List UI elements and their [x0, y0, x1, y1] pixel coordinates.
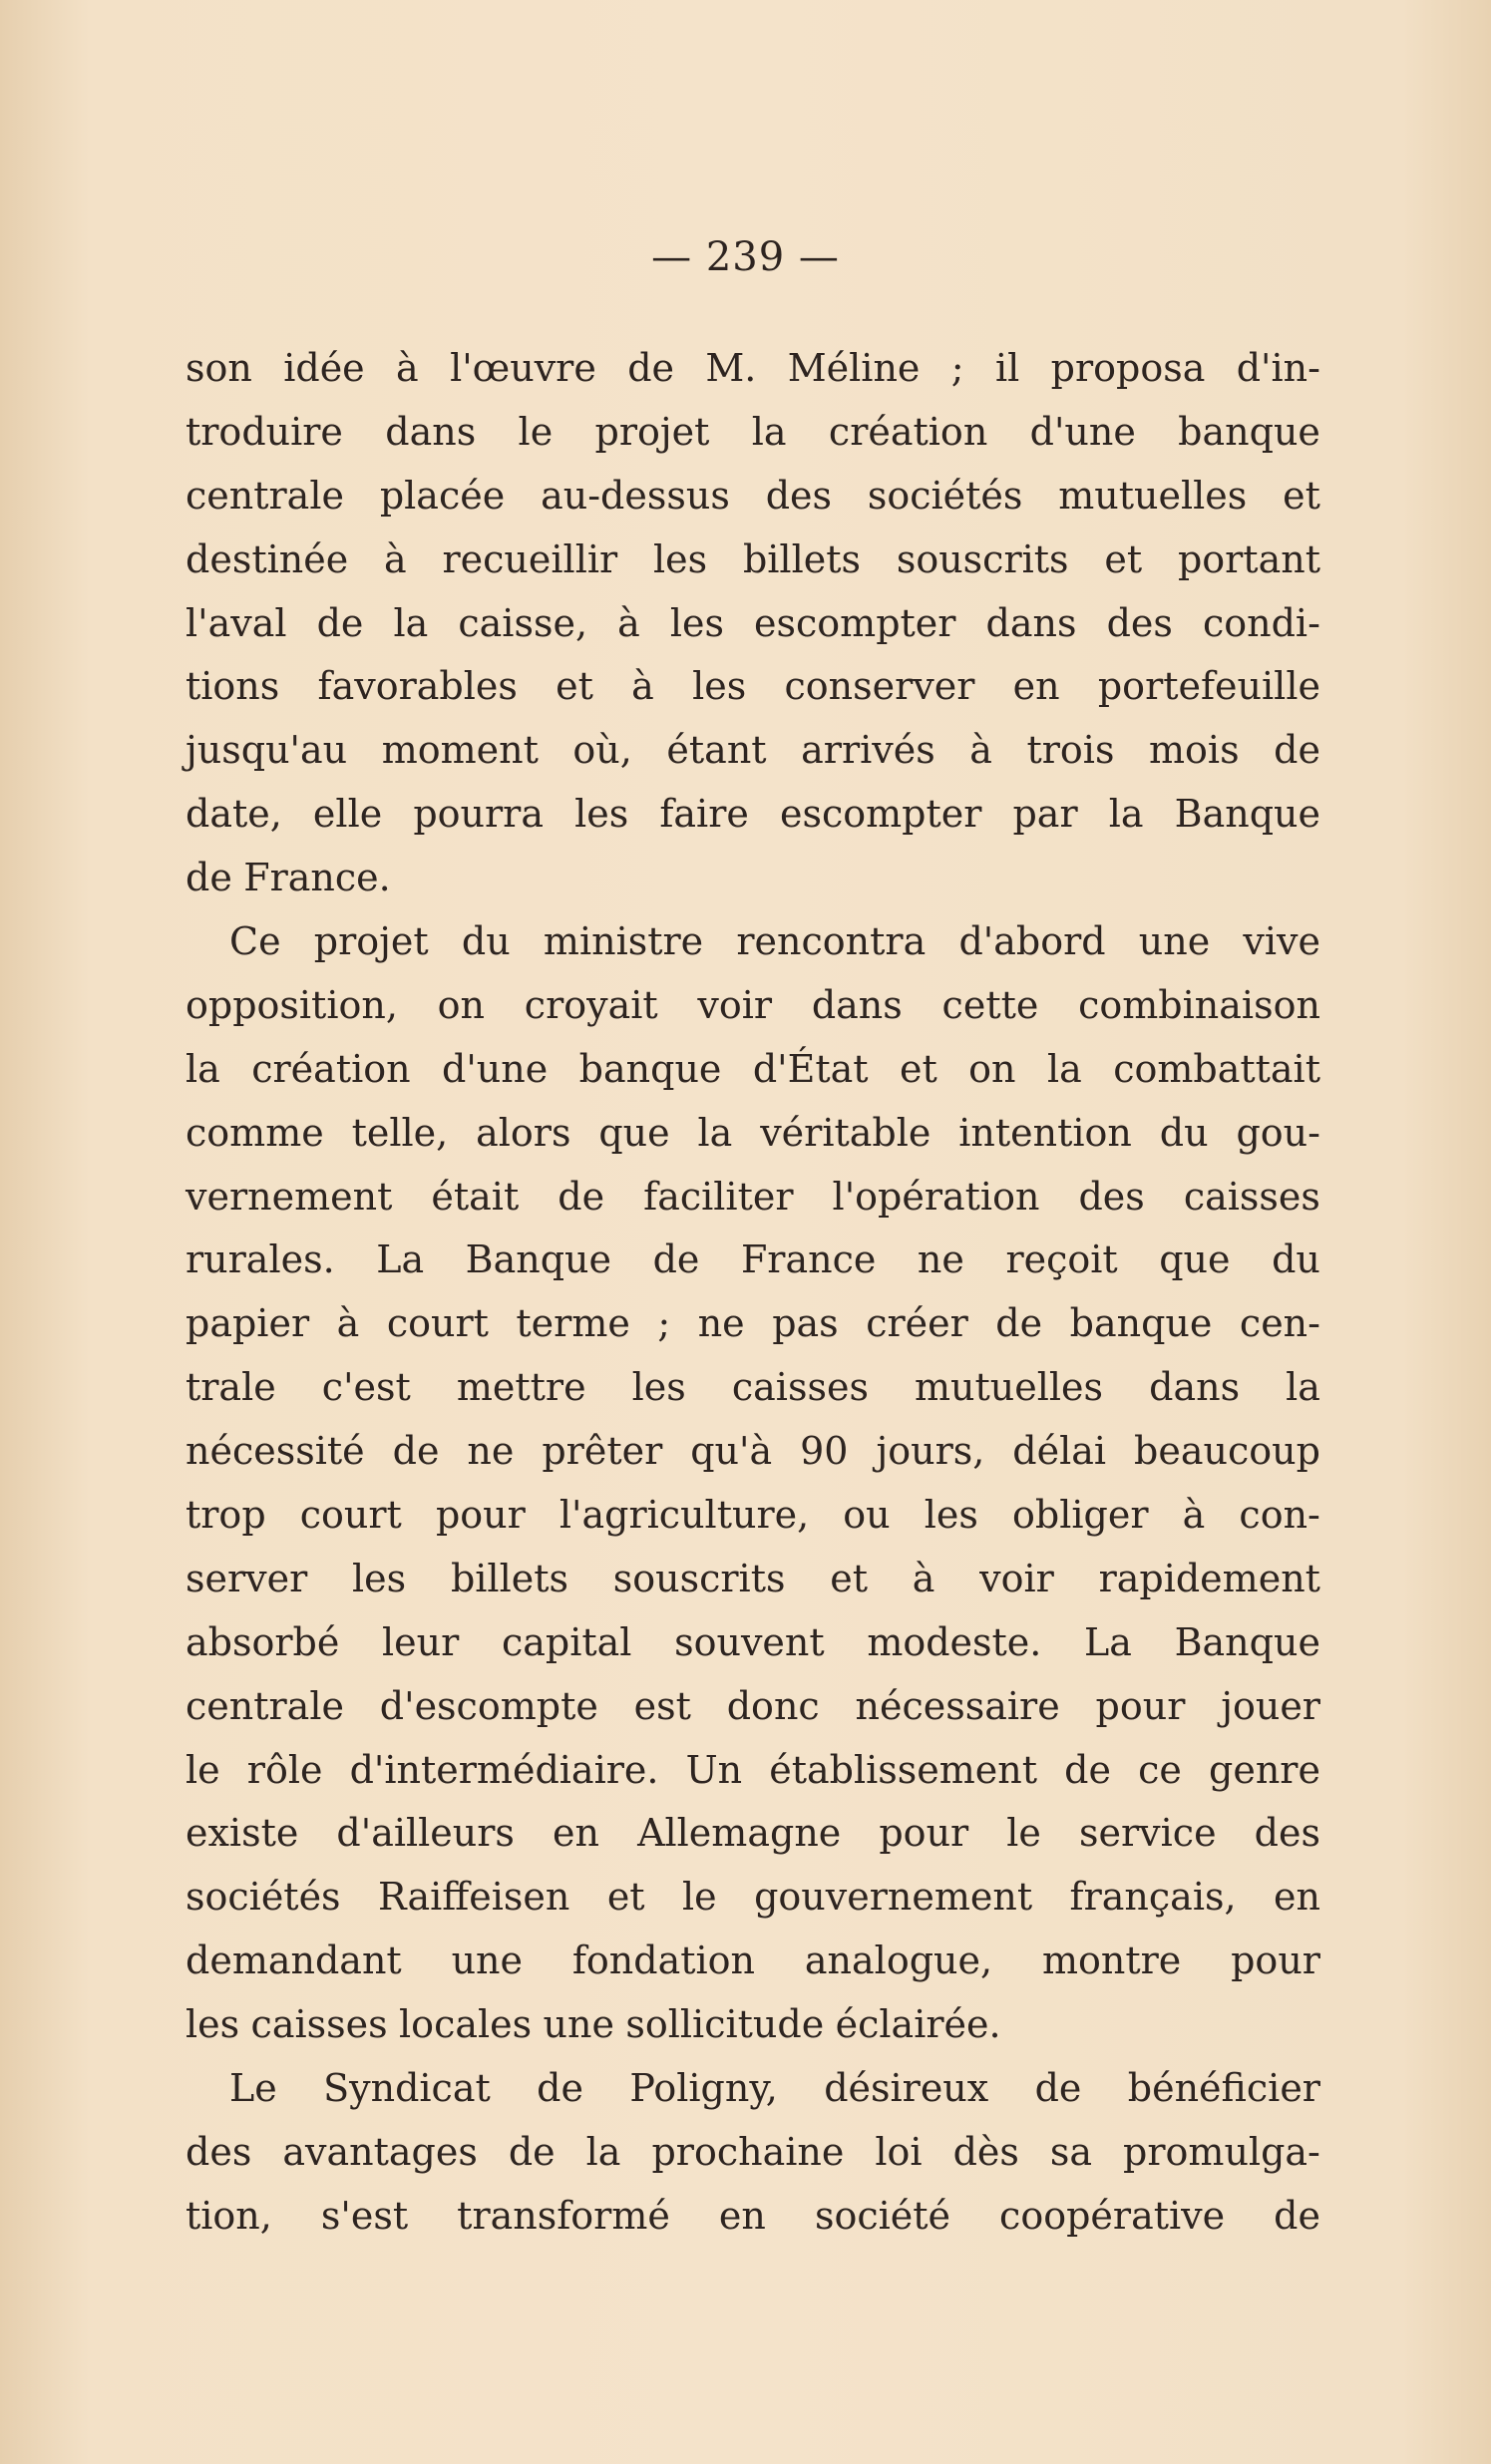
word: reçoit [1005, 1237, 1118, 1282]
text-line [186, 1802, 1320, 1866]
word: portefeuille [1097, 664, 1320, 709]
word: la [751, 409, 787, 454]
word: sociétés [867, 473, 1023, 518]
word: jusqu'au [186, 728, 348, 773]
word: placée [379, 473, 506, 518]
text-line [186, 1356, 1320, 1420]
word: analogue, [804, 1938, 993, 1983]
word: d'in- [1236, 346, 1320, 390]
word: à [384, 536, 407, 581]
word: idée [283, 346, 365, 390]
word: loi [875, 2129, 923, 2174]
word: était [431, 1174, 520, 1219]
word: Ce [229, 919, 281, 964]
word: modeste. [867, 1619, 1042, 1664]
word: combattait [1113, 1046, 1320, 1091]
word: par [1012, 792, 1078, 837]
word: Allemagne [637, 1811, 842, 1856]
word: projet [594, 409, 710, 454]
word: créer [866, 1301, 968, 1346]
word: voir [697, 982, 773, 1027]
body-text [186, 337, 1320, 2249]
word: désireux [824, 2066, 989, 2111]
text-line [186, 528, 1320, 592]
word: d'intermédiaire. [349, 1747, 659, 1792]
word: troduire [186, 409, 343, 454]
word: création [828, 409, 988, 454]
word: M. [705, 346, 757, 390]
word: demandant [186, 1938, 402, 1983]
word: caisses [250, 2002, 388, 2047]
word: caisses [1183, 1174, 1320, 1219]
word: La [376, 1237, 425, 1282]
text-line [186, 1038, 1320, 1102]
text-line [186, 2185, 1320, 2249]
word: on [968, 1046, 1016, 1091]
word: dans [1149, 1365, 1241, 1410]
word: mutuelles [1058, 473, 1248, 518]
word: coopérative [999, 2193, 1226, 2238]
word: jouer [1221, 1683, 1320, 1728]
word: des [1254, 1811, 1320, 1856]
word: billets [450, 1556, 568, 1600]
word: sollicitude [625, 2002, 825, 2047]
text-line [186, 847, 1320, 910]
word: en [718, 2193, 766, 2238]
word: à [396, 346, 419, 390]
word: d'État [752, 1046, 869, 1091]
word: de [392, 1429, 440, 1474]
word: mettre [456, 1365, 586, 1410]
word: voir [979, 1556, 1054, 1600]
word: terme [516, 1301, 630, 1346]
word: comme [186, 1110, 324, 1155]
word: et [556, 664, 593, 709]
word: d'une [1029, 409, 1136, 454]
word: de [537, 2066, 583, 2111]
word: France [740, 1237, 877, 1282]
word: con- [1239, 1493, 1320, 1538]
word: Banque [1174, 1619, 1320, 1664]
word: il [994, 346, 1020, 390]
word: son [186, 346, 252, 390]
word: proposa [1050, 346, 1206, 390]
word: dans [811, 982, 903, 1027]
word: à [617, 600, 640, 645]
word: trois [1026, 728, 1115, 773]
word: souscrits [612, 1556, 786, 1600]
word: véritable [760, 1110, 932, 1155]
word: de [1274, 2193, 1320, 2238]
word: à [631, 664, 654, 709]
word: l'opération [832, 1174, 1040, 1219]
text-line [186, 1484, 1320, 1548]
word: condi- [1202, 600, 1320, 645]
word: combinaison [1078, 982, 1320, 1027]
word: avantages [282, 2129, 478, 2174]
word: date, [186, 792, 282, 837]
word: c'est [321, 1365, 411, 1410]
word: une [1138, 919, 1211, 964]
word: la [1046, 1046, 1082, 1091]
word: de [995, 1301, 1043, 1346]
word: server [186, 1556, 308, 1600]
word: et [830, 1556, 868, 1600]
text-line [186, 1548, 1320, 1611]
word: à [969, 728, 992, 773]
word: tions [186, 664, 280, 709]
word: l'aval [186, 600, 287, 645]
word: portant [1177, 536, 1320, 581]
text-line [186, 1611, 1320, 1675]
word: la [1286, 1365, 1320, 1410]
word: d'abord [958, 919, 1106, 964]
word: l'agriculture, [559, 1493, 810, 1538]
word: d'escompte [379, 1683, 598, 1728]
word: Syndicat [323, 2066, 491, 2111]
word: billets [742, 536, 861, 581]
paragraph-start-line [186, 2057, 1320, 2121]
word: la [585, 2129, 621, 2174]
word: banque [1178, 409, 1320, 454]
word: pour [1231, 1938, 1320, 1983]
word: montre [1041, 1938, 1182, 1983]
paragraph-start-line [186, 910, 1320, 974]
word: Le [229, 2066, 277, 2111]
word: à [1182, 1493, 1206, 1538]
word: et [899, 1046, 937, 1091]
word: on [437, 982, 486, 1027]
word: Banque [1174, 792, 1320, 837]
word: où, [572, 728, 632, 773]
word: 90 [800, 1429, 849, 1474]
word: pour [1095, 1683, 1186, 1728]
word: service [1079, 1811, 1217, 1856]
word: de [558, 1174, 605, 1219]
word: ce [1138, 1747, 1182, 1792]
word: la [1108, 792, 1144, 837]
word: ne [697, 1301, 745, 1346]
word: le [682, 1875, 717, 1920]
text-line [186, 974, 1320, 1038]
word: vive [1243, 919, 1320, 964]
text-line [186, 719, 1320, 783]
word: rurales. [186, 1237, 335, 1282]
word: les [631, 1365, 686, 1410]
word: à [912, 1556, 935, 1600]
word: les [186, 2002, 240, 2047]
word: recueillir [442, 536, 618, 581]
word: intention [958, 1110, 1132, 1155]
word: France. [243, 856, 391, 900]
word: et [606, 1875, 645, 1920]
word: en [553, 1811, 599, 1856]
word: le [518, 409, 554, 454]
word: rapidement [1098, 1556, 1320, 1600]
text-line [186, 1993, 1320, 2057]
word: alors [476, 1110, 571, 1155]
word: établissement [769, 1747, 1038, 1792]
word: caisse, [458, 600, 588, 645]
word: leur [382, 1619, 460, 1664]
word: beaucoup [1134, 1429, 1320, 1474]
word: banque [1069, 1301, 1213, 1346]
word: mois [1149, 728, 1240, 773]
word: moment [381, 728, 539, 773]
word: pour [435, 1493, 526, 1538]
word: pas [772, 1301, 839, 1346]
word: les [669, 600, 724, 645]
word: dans [985, 600, 1077, 645]
text-line [186, 1930, 1320, 1993]
text-line [186, 1866, 1320, 1930]
word: transformé [457, 2193, 670, 2238]
word: ; [950, 346, 964, 390]
word: une [451, 1938, 523, 1983]
word: genre [1209, 1747, 1320, 1792]
word: fondation [571, 1938, 756, 1983]
text-line [186, 1229, 1320, 1292]
word: court [299, 1493, 402, 1538]
word: s'est [320, 2193, 409, 2238]
word: du [1272, 1237, 1320, 1282]
word: sa [1049, 2129, 1093, 2174]
word: ministre [543, 919, 704, 964]
word: et [1104, 536, 1143, 581]
word: gouvernement [754, 1875, 1033, 1920]
word: sociétés [186, 1875, 341, 1920]
word: de [1064, 1747, 1111, 1792]
word: les [574, 792, 629, 837]
word: des [186, 2129, 252, 2174]
word: à [336, 1301, 360, 1346]
word: croyait [524, 982, 658, 1027]
word: du [461, 919, 511, 964]
word: centrale [186, 1683, 344, 1728]
word: papier [186, 1301, 310, 1346]
word: telle, [351, 1110, 449, 1155]
word: court [386, 1301, 489, 1346]
word: les [924, 1493, 978, 1538]
text-line [186, 1675, 1320, 1739]
word: de [316, 600, 364, 645]
word: de [652, 1237, 700, 1282]
word: vernement [186, 1174, 393, 1219]
word: de [1274, 728, 1320, 773]
word: gou- [1236, 1110, 1320, 1155]
page-number: — 239 — [651, 234, 840, 280]
word: ou [843, 1493, 891, 1538]
word: pourra [413, 792, 544, 837]
word: nécessaire [855, 1683, 1060, 1728]
word: capital [501, 1619, 632, 1664]
word: délai [1012, 1429, 1107, 1474]
word: dès [952, 2129, 1019, 2174]
word: prochaine [651, 2129, 845, 2174]
word: destinée [186, 536, 349, 581]
word: création [251, 1046, 411, 1091]
word: prêter [542, 1429, 663, 1474]
word: éclairée. [835, 2002, 1001, 2047]
word: opposition, [186, 982, 398, 1027]
word: centrale [186, 473, 344, 518]
word: d'ailleurs [336, 1811, 515, 1856]
word: escompter [754, 600, 956, 645]
word: la [697, 1110, 733, 1155]
word: conserver [784, 664, 975, 709]
word: arrivés [801, 728, 935, 773]
word: obliger [1012, 1493, 1149, 1538]
word: est [633, 1683, 691, 1728]
text-line [186, 1420, 1320, 1484]
word: que [1159, 1237, 1231, 1282]
word: de [627, 346, 675, 390]
word: faire [659, 792, 749, 837]
word: Un [685, 1747, 743, 1792]
word: qu'à [690, 1429, 773, 1474]
word: Poligny, [629, 2066, 778, 2111]
text-line [186, 465, 1320, 528]
word: absorbé [186, 1619, 340, 1664]
word: des [1078, 1174, 1145, 1219]
word: ne [467, 1429, 515, 1474]
word: les [692, 664, 747, 709]
word: pour [879, 1811, 969, 1856]
word: Méline [787, 346, 921, 390]
word: de [186, 856, 232, 900]
text-line [186, 655, 1320, 719]
word: trop [186, 1493, 266, 1538]
word: trale [186, 1365, 276, 1410]
word: ne [917, 1237, 964, 1282]
word: projet [313, 919, 429, 964]
word: des [1106, 600, 1173, 645]
word: donc [726, 1683, 820, 1728]
word: bénéficier [1127, 2066, 1320, 2111]
word: le [186, 1747, 220, 1792]
text-line [186, 401, 1320, 465]
word: du [1159, 1110, 1209, 1155]
word: ; [657, 1301, 671, 1346]
word: rencontra [736, 919, 927, 964]
text-line [186, 1292, 1320, 1356]
word: rôle [246, 1747, 323, 1792]
word: souvent [674, 1619, 825, 1664]
word: société [814, 2193, 950, 2238]
text-line [186, 592, 1320, 656]
text-line [186, 1166, 1320, 1230]
word: Banque [465, 1237, 612, 1282]
text-line [186, 337, 1320, 401]
word: tion, [186, 2193, 272, 2238]
word: cette [941, 982, 1039, 1027]
word: de [1034, 2066, 1082, 2111]
word: l'œuvre [450, 346, 596, 390]
word: favorables [317, 664, 518, 709]
word: la [393, 600, 429, 645]
word: en [1012, 664, 1060, 709]
word: cen- [1239, 1301, 1320, 1346]
text-line [186, 2121, 1320, 2185]
word: dans [385, 409, 477, 454]
word: promulga- [1123, 2129, 1320, 2174]
word: banque [578, 1046, 722, 1091]
word: français, [1069, 1875, 1237, 1920]
word: jours, [876, 1429, 985, 1474]
text-line [186, 1739, 1320, 1803]
word: une [543, 2002, 614, 2047]
word: d'une [442, 1046, 549, 1091]
word: La [1084, 1619, 1132, 1664]
word: nécessité [186, 1429, 365, 1474]
word: que [598, 1110, 670, 1155]
word: en [1273, 1875, 1320, 1920]
word: existe [186, 1811, 299, 1856]
word: le [1006, 1811, 1041, 1856]
word: escompter [779, 792, 982, 837]
word: souscrits [896, 536, 1069, 581]
text-line [186, 783, 1320, 847]
word: elle [312, 792, 383, 837]
word: locales [399, 2002, 533, 2047]
word: au-dessus [541, 473, 730, 518]
word: la [186, 1046, 220, 1091]
word: et [1283, 473, 1320, 518]
word: étant [666, 728, 767, 773]
word: caisses [731, 1365, 869, 1410]
word: Raiffeisen [377, 1875, 570, 1920]
word: faciliter [643, 1174, 794, 1219]
text-line [186, 1102, 1320, 1166]
word: mutuelles [915, 1365, 1104, 1410]
word: les [652, 536, 708, 581]
word: de [508, 2129, 556, 2174]
word: des [765, 473, 833, 518]
word: les [352, 1556, 407, 1600]
